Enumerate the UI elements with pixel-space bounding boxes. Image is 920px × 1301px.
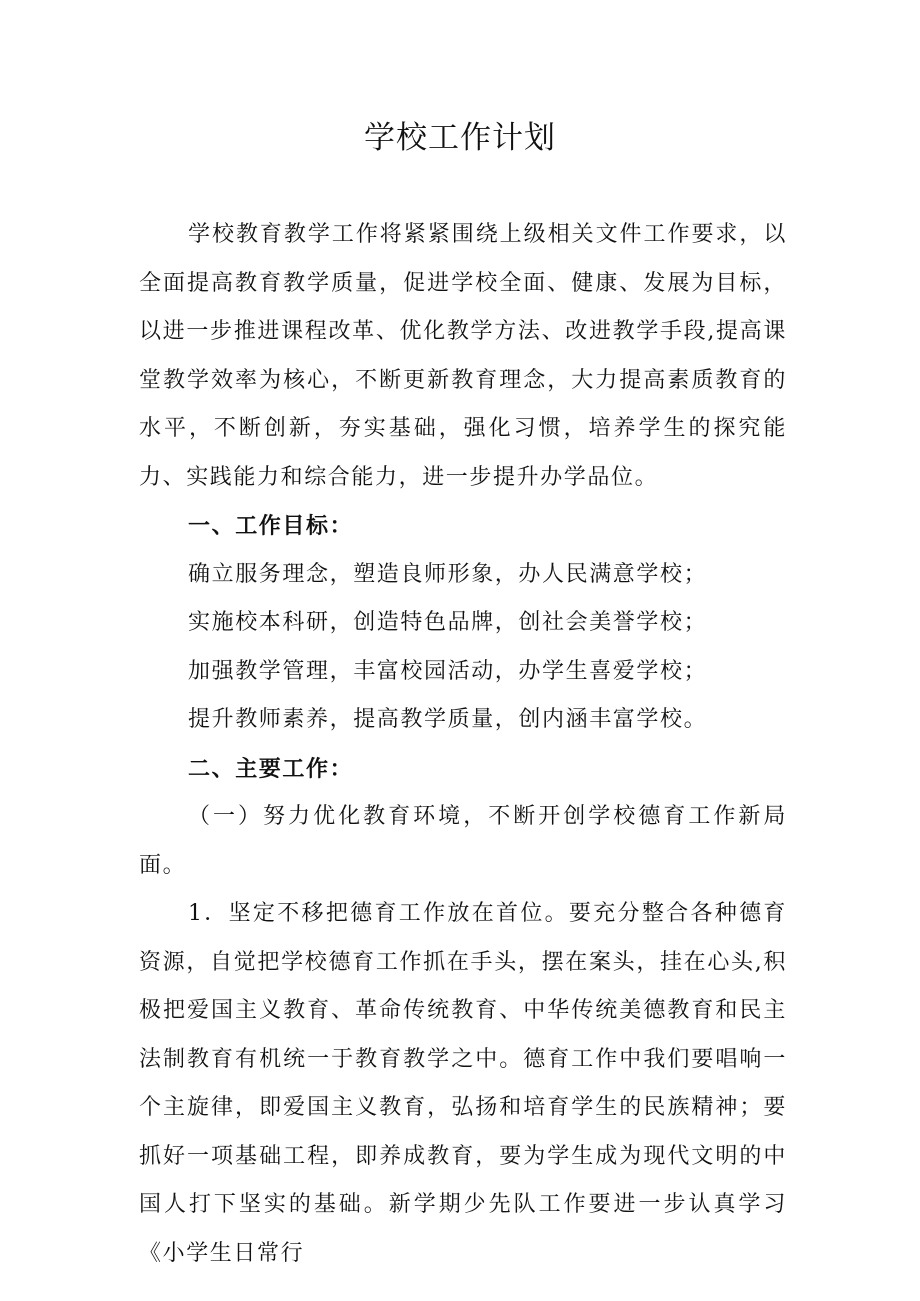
item-paragraph: 1．坚定不移把德育工作放在首位。要充分整合各种德育资源，自觉把学校德育工作抓在手头，摆在案头，挂在心头,积极把爱国主义教育、革命传统教育、中华传统美德教育和民主法制教育有机统一于教育教学之中。德育工作中我们要唱响一个主旋律，即爱国主义教育，弘扬和培育学生的民族精神；要抓好一项基础工程，即养成教育，要为学生成为现代文明的中国人打下坚实的基础。新学期少先队工作要进一步认真学习《小学生日常行 — [139, 901, 787, 1266]
goal-item: 确立服务理念，塑造良师形象，办人民满意学校； — [188, 561, 708, 587]
goal-item: 加强教学管理，丰富校园活动，办学生喜爱学校； — [188, 658, 708, 684]
section-heading-main-work: 二、主要工作： — [188, 755, 354, 782]
goal-item: 实施校本科研，创造特色品牌，创社会美誉学校； — [188, 610, 708, 635]
document-title: 学校工作计划 — [364, 120, 556, 156]
document-body — [139, 211, 787, 1278]
subsection-heading: （一）努力优化教育环境，不断开创学校德育工作新局面。 — [139, 804, 787, 878]
intro-paragraph: 学校教育教学工作将紧紧围绕上级相关文件工作要求，以全面提高教育教学质量，促进学校全面、健康、发展为目标，以进一步推进课程改革、优化教学方法、改进教学手段,提高课堂教学效率为核心，不断更新教育理念，大力提高素质教育的水平，不断创新，夯实基础，强化习惯，培养学生的探究能力、实践能力和综合能力，进一步提升办学品位。 — [139, 222, 787, 490]
section-heading-goals: 一、工作目标： — [188, 513, 354, 539]
goal-item: 提升教师素养，提高教学质量，创内涵丰富学校。 — [188, 707, 708, 732]
